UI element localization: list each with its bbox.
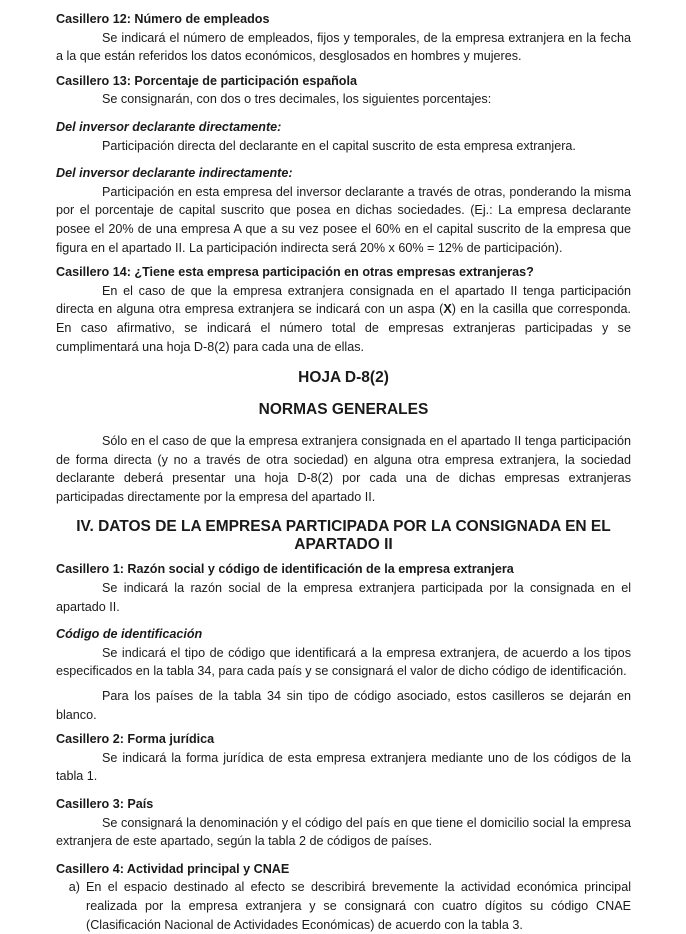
section-iv-title-line1: IV. DATOS DE LA EMPRESA PARTICIPADA POR LA CONSIGNADA EN EL: [76, 518, 611, 536]
casillero-12-text: Se indicará el número de empleados, fijos y temporales, de la empresa extranjera en la fecha a la que están referidos los datos económicos, desglosados en hombres y mujeres.: [56, 30, 631, 64]
casillero-1-heading: Casillero 1: Razón social y código de identificación de la empresa extranjera: [56, 562, 514, 577]
direct-investor-text: Participación directa del declarante en el capital suscrito de esta empresa extranjera.: [102, 138, 576, 153]
identification-code-heading: Código de identificación: [56, 627, 203, 642]
casillero-14-mark: X: [443, 302, 452, 317]
casillero-13-heading: Casillero 13: Porcentaje de participación española: [56, 73, 357, 88]
document-page: [56, 10, 631, 934]
casillero-14-heading: Casillero 14: ¿Tiene esta empresa participación en otras empresas extranjeras?: [56, 265, 534, 280]
casillero-2-text: Se indicará la forma jurídica de esta empresa extranjera mediante uno de los códigos de la tabla 1.: [56, 750, 631, 784]
casillero-12-heading: Casillero 12: Número de empleados: [56, 12, 270, 26]
casillero-14-text-before: En el caso de que la empresa extranjera consignada en el apartado II tenga participación directa en alguna otra empresa extranjera se indicará con un aspa (: [56, 283, 631, 317]
casillero-14-text: [56, 282, 631, 356]
general-rules-text: Sólo en el caso de que la empresa extranjera consignada en el apartado II tenga participación de forma directa (y no a través de otra sociedad) en alguna otra empresa extranjera, la sociedad declarante deberá presentar una hoja D-8(2) por cada una de dichas empresas extranjeras participadas directamente por la empresa del apartado II.: [56, 434, 631, 504]
casillero-14-text-after: ) en la casilla que corresponda. En caso afirmativo, se indicará el número total de empresas extranjeras participadas y se cumplimentará una hoja D-8(2) para cada una de ellas.: [56, 302, 631, 354]
casillero-3-heading: Casillero 3: País: [56, 797, 154, 811]
section-iv-title-line2: APARTADO II: [294, 536, 393, 554]
casillero-2-heading: Casillero 2: Forma jurídica: [56, 732, 215, 747]
direct-investor-heading: Del inversor declarante directamente:: [56, 119, 282, 134]
identification-code-text: Se indicará el tipo de código que identificará a la empresa extranjera, de acuerdo a los tipos especificados en la tabla 34, para cada país y se consignará el valor de dicho código de identificación.: [56, 645, 631, 679]
casillero-4-item-a: [56, 878, 631, 934]
indirect-investor-text: Participación en esta empresa del inversor declarante a través de otras, ponderando la misma por el porcentaje de capital suscrito que posea en dichas sociedades. (Ej.: La empresa declarante posee el 20% de una empresa A que a su vez posee el 60% en el capital suscrito de la empresa que figura en el apartado II. La participación indirecta será 20% x 60% = 12% de participación).: [56, 184, 631, 255]
general-rules-title: NORMAS GENERALES: [258, 401, 429, 419]
casillero-3-text: Se consignará la denominación y el código del país en que tiene el domicilio social la empresa extranjera de este apartado, según la tabla 2 de códigos de países.: [56, 815, 631, 849]
list-marker: a): [68, 880, 80, 895]
casillero-1-text: Se indicará la razón social de la empresa extranjera participada por la consignada en el apartado II.: [56, 581, 631, 614]
casillero-4-heading: Casillero 4: Actividad principal y CNAE: [56, 861, 290, 876]
indirect-investor-heading: Del inversor declarante indirectamente:: [56, 166, 293, 181]
identification-code-text-2: Para los países de la tabla 34 sin tipo de código asociado, estos casilleros se dejarán en blanco.: [56, 689, 631, 722]
casillero-13-text: Se consignarán, con dos o tres decimales, los siguientes porcentajes:: [102, 92, 492, 107]
list-item-text: En el espacio destinado al efecto se describirá brevemente la actividad económica principal realizada por la empresa extranjera y se consignará con cuatro dígitos su código CNAE (Clasificación Nacional de Actividades Económicas) de acuerdo con la tabla 3.: [86, 880, 631, 932]
sheet-title: HOJA D-8(2): [298, 369, 389, 387]
